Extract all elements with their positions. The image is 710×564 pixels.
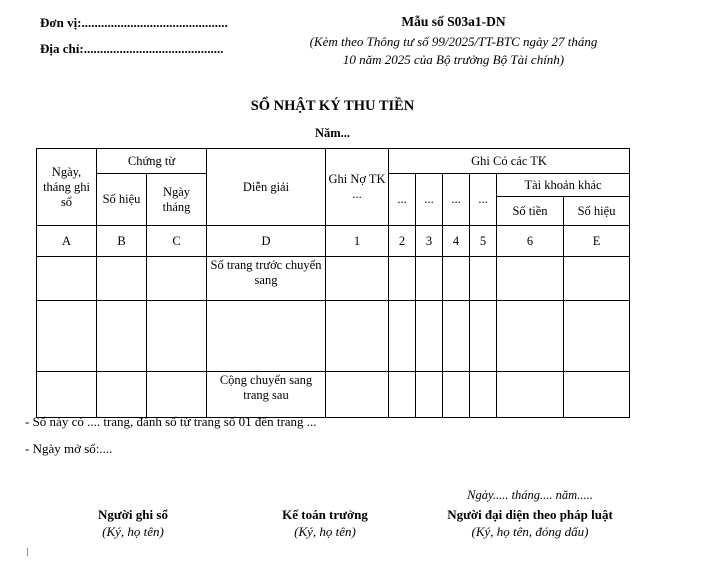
- col-header-description: Diễn giải: [207, 149, 326, 226]
- col-header-voucher: Chứng từ: [97, 149, 207, 174]
- column-letter-cell: C: [147, 226, 207, 257]
- empty-cell: [443, 257, 470, 301]
- form-attachment-note-line2: 10 năm 2025 của Bộ trưởng Bộ Tài chính): [342, 52, 565, 67]
- column-letter-cell: B: [97, 226, 147, 257]
- empty-cell: [326, 301, 389, 372]
- unit-label: Đơn vị:: [40, 15, 82, 30]
- empty-cell: [470, 372, 497, 418]
- empty-cell: [497, 372, 564, 418]
- form-info-block: [281, 14, 626, 69]
- signature-title: Người ghi sổ: [98, 507, 168, 522]
- document-title: SỔ NHẬT KÝ THU TIỀN: [250, 98, 415, 114]
- empty-cell: [470, 301, 497, 372]
- column-letter-cell: 3: [416, 226, 443, 257]
- column-letter-cell: 2: [389, 226, 416, 257]
- empty-cell: [389, 257, 416, 301]
- signature-subtitle: (Ký, họ tên): [294, 524, 356, 539]
- col-header-other-accounts: Tài khoản khác: [497, 174, 630, 197]
- empty-cell: [37, 257, 97, 301]
- empty-cell: [389, 372, 416, 418]
- table-row: [37, 372, 630, 418]
- journal-table: [36, 148, 630, 418]
- col-header-voucher-date: Ngày tháng: [147, 174, 207, 226]
- org-info-block: [40, 15, 228, 67]
- address-label: Địa chỉ:: [40, 41, 84, 56]
- year-line: Năm...: [314, 126, 351, 140]
- col-header-other-account-number: Số hiệu: [564, 197, 630, 226]
- column-letter-cell: D: [207, 226, 326, 257]
- empty-cell: [147, 372, 207, 418]
- form-number: Mẫu số S03a1-DN: [401, 14, 506, 29]
- stray-mark: [27, 548, 28, 556]
- col-header-account-dots-2: ...: [416, 174, 443, 226]
- table-row: [37, 257, 630, 301]
- empty-cell: [416, 301, 443, 372]
- empty-cell: [564, 257, 630, 301]
- column-letter-cell: A: [37, 226, 97, 257]
- empty-cell: [37, 301, 97, 372]
- table-row: [37, 301, 630, 372]
- col-header-account-dots-3: ...: [443, 174, 470, 226]
- empty-cell: [97, 301, 147, 372]
- form-attachment-note-line1: (Kèm theo Thông tư số 99/2025/TT-BTC ngày 27 tháng: [309, 34, 598, 49]
- col-header-account-dots-4: ...: [470, 174, 497, 226]
- column-letter-cell: 1: [326, 226, 389, 257]
- empty-cell: [564, 372, 630, 418]
- note-pages: - Sổ này có .... trang, đánh số từ trang số 01 đến trang ...: [25, 414, 317, 429]
- column-letter-cell: 5: [470, 226, 497, 257]
- column-letter-cell: 4: [443, 226, 470, 257]
- signature-subtitle: (Ký, họ tên, đóng dấu): [471, 524, 589, 539]
- unit-line: [40, 15, 228, 31]
- address-line: [40, 41, 228, 57]
- empty-cell: [443, 301, 470, 372]
- signature-title: Người đại diện theo pháp luật: [447, 507, 613, 522]
- empty-cell: [416, 372, 443, 418]
- col-header-voucher-number: Số hiệu: [97, 174, 147, 226]
- empty-cell: [497, 301, 564, 372]
- col-header-record-date: Ngày, tháng ghi sổ: [37, 149, 97, 226]
- column-letter-cell: 6: [497, 226, 564, 257]
- signature-subtitle: (Ký, họ tên): [102, 524, 164, 539]
- empty-cell: [470, 257, 497, 301]
- note-open-date: - Ngày mở sổ:....: [25, 441, 113, 456]
- empty-cell: [97, 372, 147, 418]
- col-header-debit-account: Ghi Nợ TK ...: [326, 149, 389, 226]
- address-dotted-line: ...........................................: [83, 41, 224, 56]
- empty-cell: [443, 372, 470, 418]
- unit-dotted-line: .............................................: [81, 15, 228, 30]
- empty-cell: [326, 372, 389, 418]
- empty-cell: [147, 301, 207, 372]
- description-cell: Số trang trước chuyển sang: [207, 257, 326, 301]
- empty-cell: [416, 257, 443, 301]
- signature-block-legal-representative: [437, 487, 623, 540]
- description-cell: Cộng chuyển sang trang sau: [207, 372, 326, 418]
- empty-cell: [389, 301, 416, 372]
- col-header-amount: Số tiền: [497, 197, 564, 226]
- empty-cell: [97, 257, 147, 301]
- empty-cell: [564, 301, 630, 372]
- column-letter-cell: E: [564, 226, 630, 257]
- signature-block-bookkeeper: [53, 506, 213, 540]
- signature-title: Kế toán trưởng: [282, 507, 368, 522]
- signature-date-line: Ngày..... tháng.... năm.....: [467, 488, 593, 502]
- empty-cell: [326, 257, 389, 301]
- empty-cell: [497, 257, 564, 301]
- empty-cell: [37, 372, 97, 418]
- empty-cell: [147, 257, 207, 301]
- signature-block-chief-accountant: [245, 506, 405, 540]
- description-cell: [207, 301, 326, 372]
- col-header-credit-accounts: Ghi Có các TK: [389, 149, 630, 174]
- col-header-account-dots-1: ...: [389, 174, 416, 226]
